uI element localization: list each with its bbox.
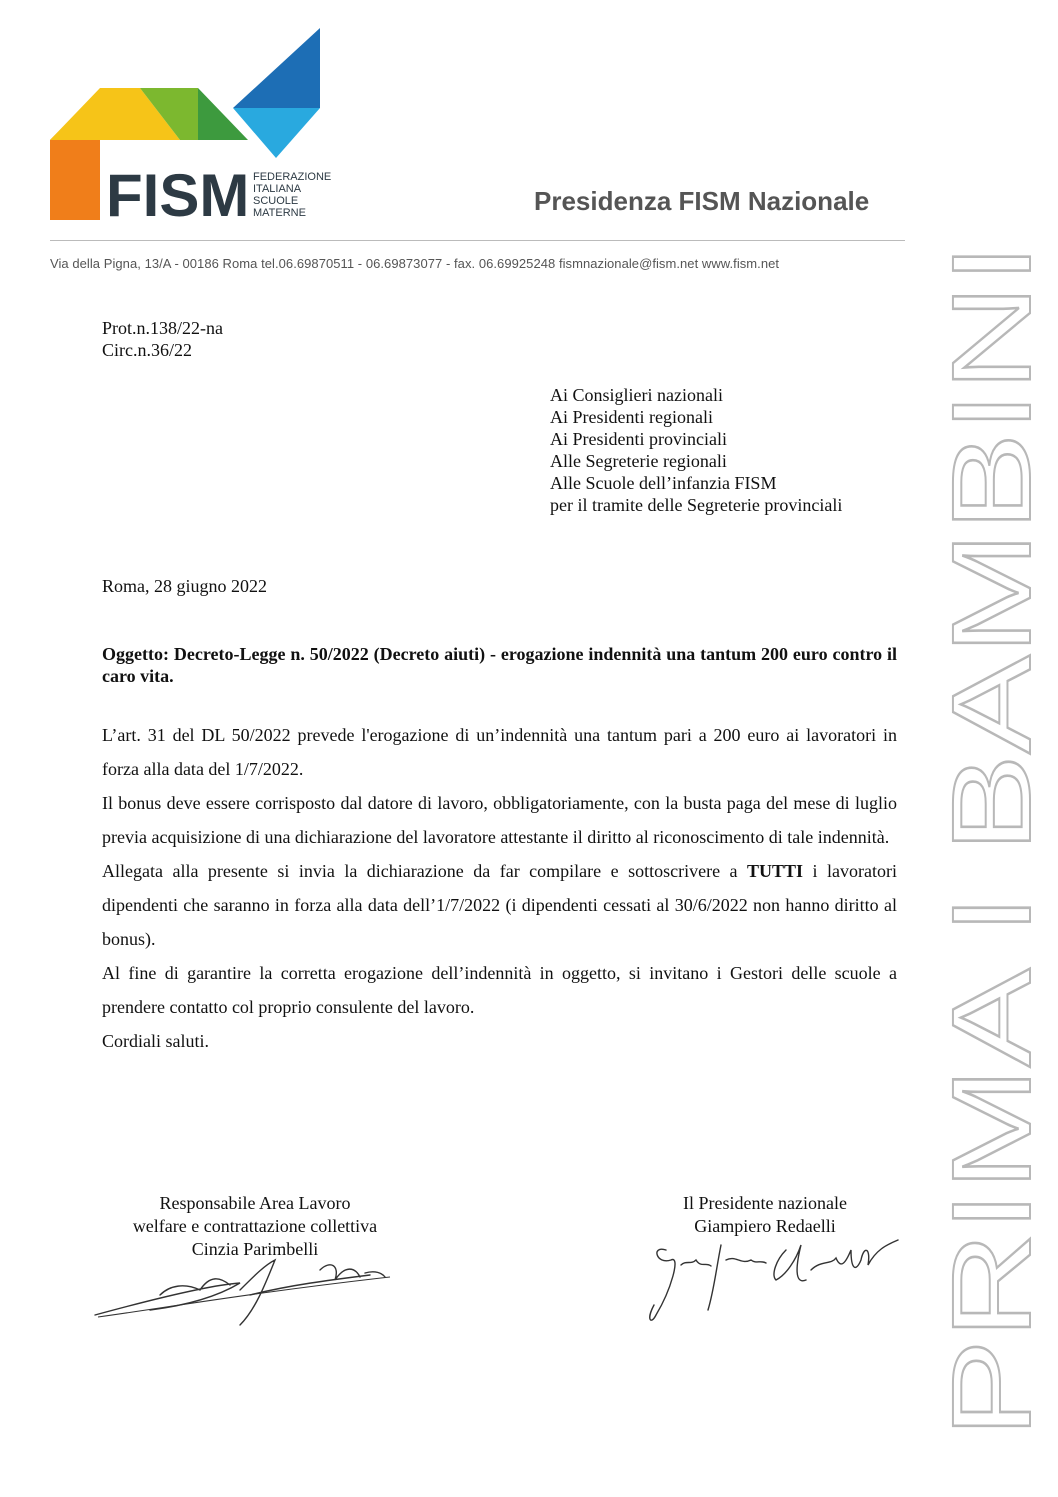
recipient-line: Alle Scuole dell’infanzia FISM	[550, 473, 777, 493]
header-divider	[50, 240, 905, 241]
handwritten-signature-right	[636, 1230, 906, 1330]
recipient-line: Ai Presidenti regionali	[550, 407, 713, 427]
emphasis-tutti: TUTTI	[747, 861, 804, 881]
svg-text:PRIMA I BAMBINI: PRIMA I BAMBINI	[929, 535, 1054, 1438]
paragraph: L’art. 31 del DL 50/2022 prevede l'erogazione di un’indennità una tantum pari a 200 euro ai lavoratori in forza alla data del 1/7/2022.	[102, 725, 897, 779]
logo-brand: FISM	[106, 162, 250, 229]
svg-text:SCUOLE: SCUOLE	[253, 195, 299, 207]
letter-date: Roma, 28 giugno 2022	[102, 576, 267, 596]
letter-subject: Oggetto: Decreto-Legge n. 50/2022 (Decreto aiuti) - erogazione indennità una tantum 200 euro contro il caro vita.	[102, 644, 897, 686]
letter-body	[102, 718, 897, 1058]
handwritten-signature-left	[90, 1255, 400, 1335]
header-contact: Via della Pigna, 13/A - 00186 Roma tel.06.69870511 - 06.69873077 - fax. 06.69925248 fismnazionale@fism.net www.fism.net	[50, 256, 780, 271]
svg-text:FEDERAZIONE: FEDERAZIONE	[253, 171, 332, 183]
paragraph: Al fine di garantire la corretta erogazione dell’indennità in oggetto, si invitano i Gestori delle scuole a prendere contatto col proprio consulente del lavoro.	[102, 963, 897, 1017]
header-title: Presidenza FISM Nazionale	[534, 186, 870, 216]
signatory-name: Cinzia Parimbelli	[191, 1239, 319, 1259]
recipient-line: Ai Presidenti provinciali	[550, 429, 727, 449]
signature-left-block: Responsabile Area Lavoro welfare e contrattazione collettiva Cinzia Parimbelli	[100, 1192, 410, 1261]
circular-number: Circ.n.36/22	[102, 340, 192, 360]
recipient-line: per il tramite delle Segreterie provinciali	[550, 495, 843, 515]
recipients-block	[550, 384, 842, 516]
signatory-name: Giampiero Redaelli	[694, 1216, 836, 1236]
svg-text:ITALIANA: ITALIANA	[253, 183, 302, 195]
recipient-line: Alle Segreterie regionali	[550, 451, 727, 471]
paragraph: Il bonus deve essere corrisposto dal datore di lavoro, obbligatoriamente, con la busta paga del mese di luglio previa acquisizione di una dichiarazione del lavoratore attestante il diritto al riconoscimento di tale indennità.	[102, 793, 897, 847]
fism-logo	[48, 28, 332, 229]
svg-text:MATERNE: MATERNE	[253, 207, 306, 219]
closing: Cordiali saluti.	[102, 1031, 209, 1051]
protocol-block	[102, 317, 223, 361]
signature-right-block: Il Presidente nazionale Giampiero Redaelli	[660, 1192, 870, 1238]
protocol-number: Prot.n.138/22-na	[102, 318, 223, 338]
recipient-line: Ai Consiglieri nazionali	[550, 385, 723, 405]
paragraph: Allegata alla presente si invia la dichiarazione da far compilare e sottoscrivere a TUTTI i lavoratori dipendenti che saranno in forza alla data dell’1/7/2022 (i dipendenti cessati al 30/6/2022 non hanno diritto al bonus).	[102, 861, 897, 949]
side-motto	[929, 238, 1054, 1438]
